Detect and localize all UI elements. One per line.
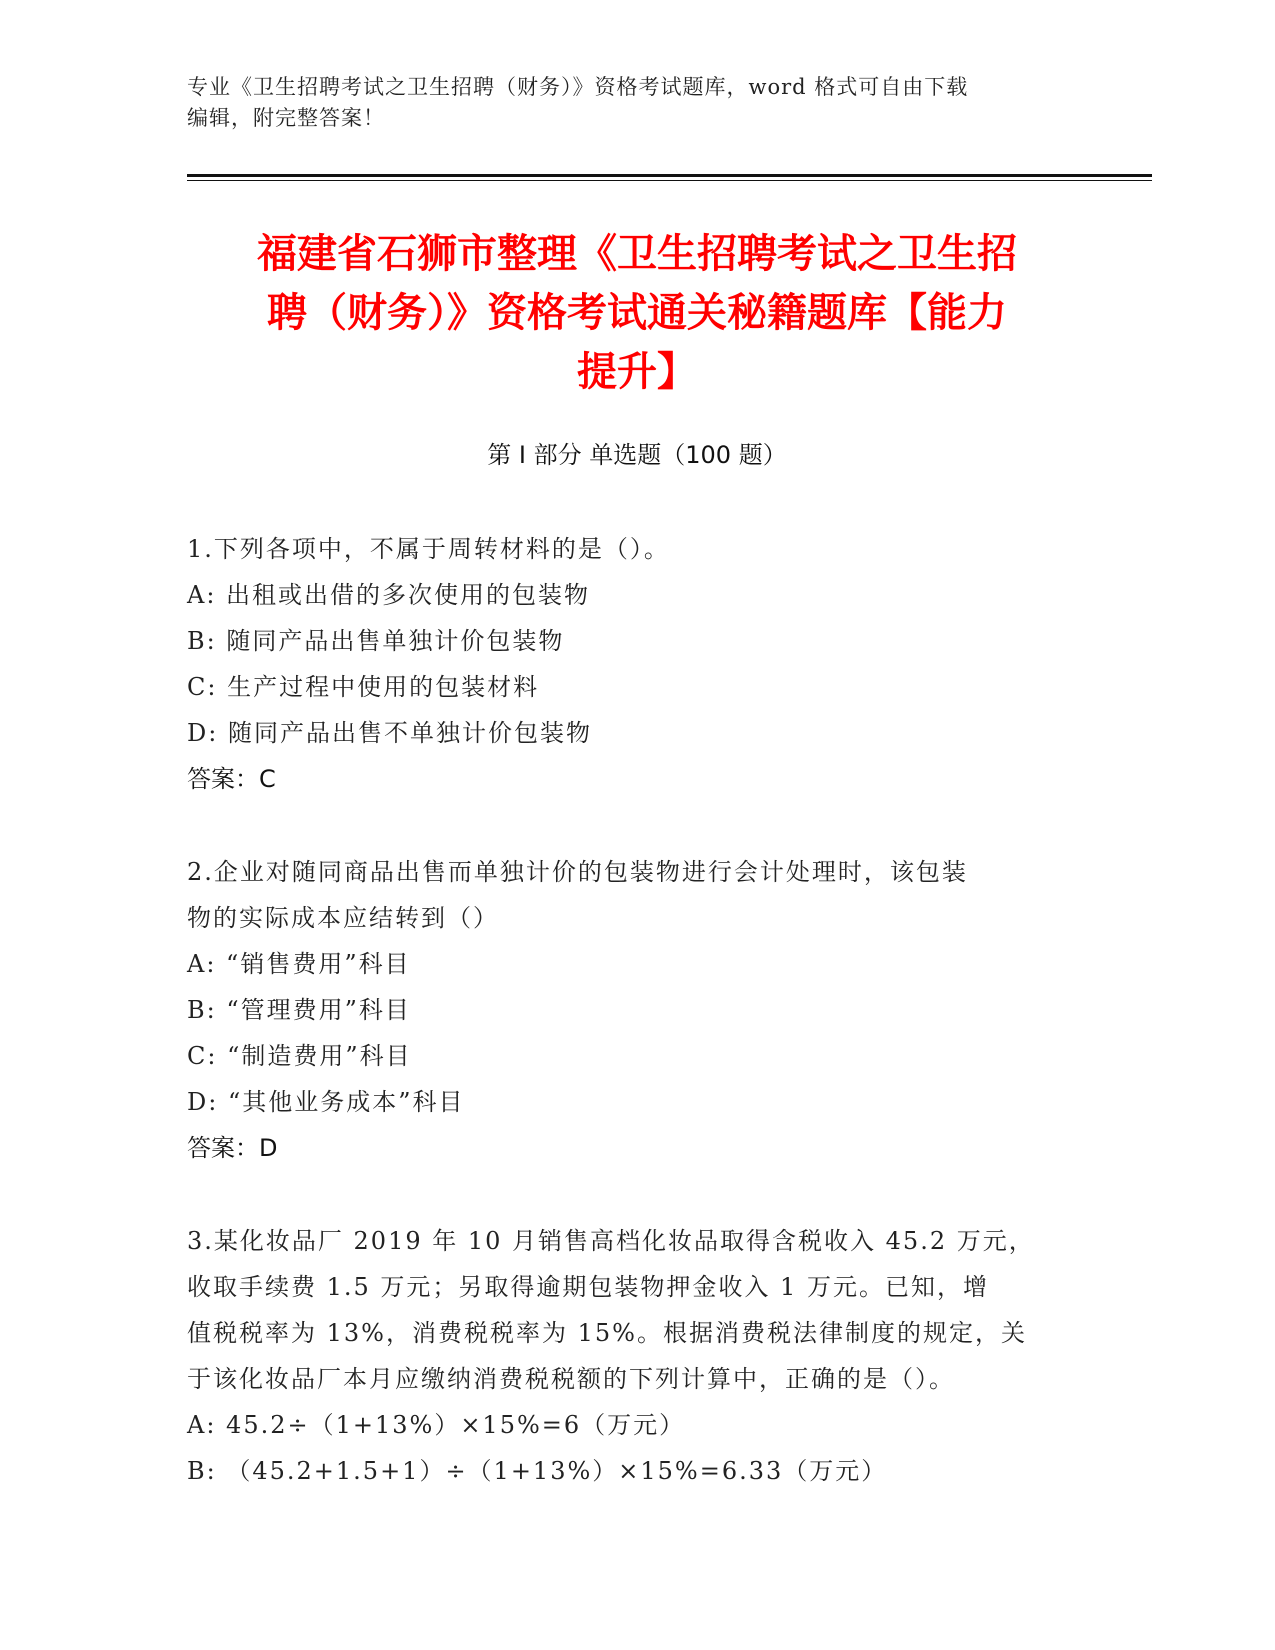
- document-title-line-2: 聘（财务）》资格考试通关秘籍题库【能力: [267, 290, 1007, 336]
- question-2-stem-line-1: 2.企业对随同商品出售而单独计价的包装物进行会计处理时，该包装: [187, 858, 968, 886]
- question-3-stem-line-1: 3.某化妆品厂 2019 年 10 月销售高档化妆品取得含税收入 45.2 万元，: [187, 1227, 1035, 1255]
- question-3-stem-line-3: 值税税率为 13%，消费税税率为 15%。根据消费税法律制度的规定，关: [187, 1319, 1027, 1347]
- header-note-line-2: 编辑，附完整答案！: [187, 106, 385, 130]
- question-2-option-a: A: “销售费用”科目: [187, 950, 411, 978]
- header-rule-thin: [187, 180, 1152, 181]
- question-1-stem: 1.下列各项中，不属于周转材料的是（）。: [187, 535, 670, 563]
- question-2-option-b: B: “管理费用”科目: [187, 996, 411, 1024]
- question-2: [187, 849, 1067, 1171]
- document-title-line-3: 提升】: [577, 349, 697, 395]
- question-3-option-b: B: （45.2+1.5+1）÷（1+13%）×15%=6.33（万元）: [187, 1457, 888, 1485]
- question-list: [187, 526, 1067, 1541]
- question-2-option-c: C: “制造费用”科目: [187, 1042, 412, 1070]
- question-1-answer: 答案：C: [187, 765, 276, 793]
- question-1: [187, 526, 1067, 802]
- header-note-line-1: 专业《卫生招聘考试之卫生招聘（财务）》资格考试题库，word 格式可自由下载: [187, 75, 969, 99]
- question-1-option-a: A: 出租或出借的多次使用的包装物: [187, 581, 591, 609]
- question-2-answer: 答案：D: [187, 1134, 278, 1162]
- section-title: 第 I 部分 单选题（100 题）: [487, 441, 787, 469]
- question-2-option-d: D: “其他业务成本”科目: [187, 1088, 465, 1116]
- header-note: [187, 72, 1087, 134]
- question-1-option-d: D: 随同产品出售不单独计价包装物: [187, 719, 592, 747]
- document-title-line-1: 福建省石狮市整理《卫生招聘考试之卫生招: [257, 231, 1017, 277]
- question-1-option-b: B: 随同产品出售单独计价包装物: [187, 627, 565, 655]
- question-1-option-c: C: 生产过程中使用的包装材料: [187, 673, 540, 701]
- question-2-stem-line-2: 物的实际成本应结转到（）: [187, 904, 499, 932]
- question-3: [187, 1218, 1067, 1494]
- question-3-stem-line-2: 收取手续费 1.5 万元；另取得逾期包装物押金收入 1 万元。已知，增: [187, 1273, 989, 1301]
- question-3-stem-line-4: 于该化妆品厂本月应缴纳消费税税额的下列计算中，正确的是（）。: [187, 1365, 955, 1393]
- question-3-option-a: A: 45.2÷（1+13%）×15%=6（万元）: [187, 1411, 686, 1439]
- header-rule-thick: [187, 174, 1152, 177]
- document-title: [187, 225, 1087, 402]
